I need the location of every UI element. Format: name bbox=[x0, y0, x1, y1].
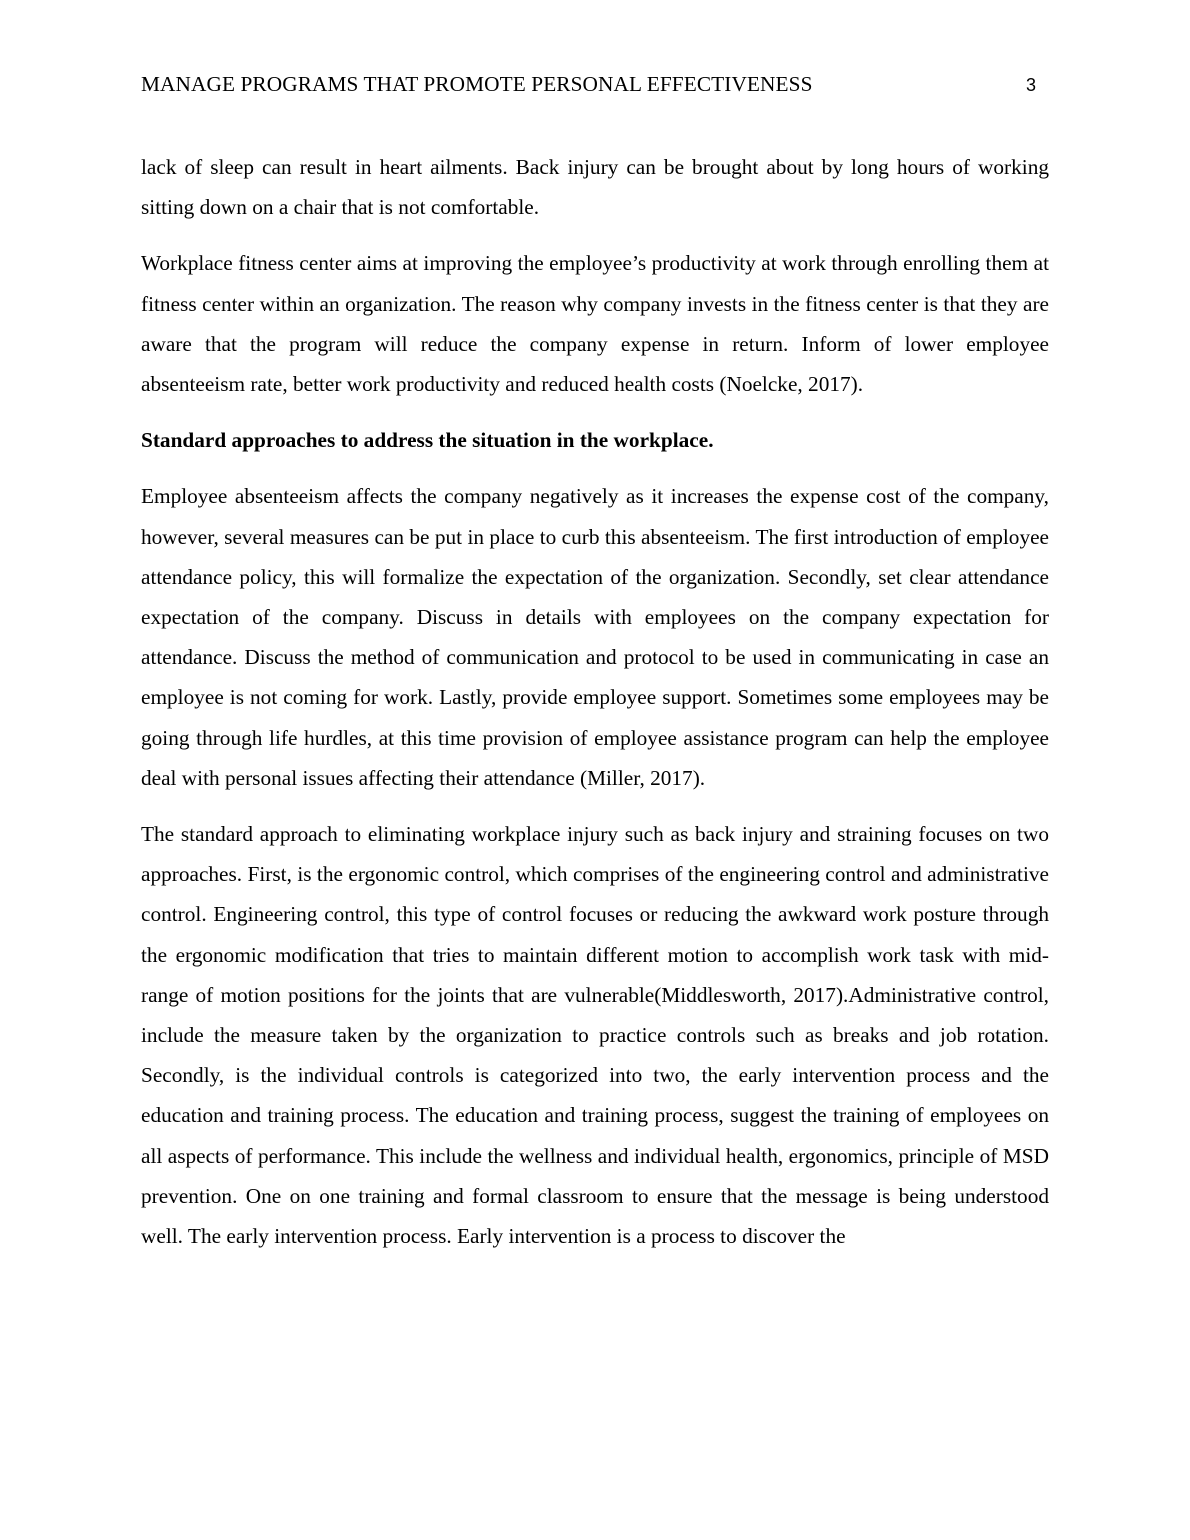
section-heading: Standard approaches to address the situation in the workplace. bbox=[141, 428, 714, 453]
page-number: 3 bbox=[1026, 75, 1037, 95]
paragraph: The standard approach to eliminating workplace injury such as back injury and straining focuses on two approaches. First, is the ergonomic control, which comprises of the engineering control and administrative control. Engineering control, this type of control focuses or reducing the awkward work posture through the ergonomic modification that tries to maintain different motion to accomplish work task with mid-range of motion positions for the joints that are vulnerable(Middlesworth, 2017).Administrative control, include the measure taken by the organization to practice controls such as breaks and job rotation. Secondly, is the individual controls is categorized into two, the early intervention process and the education and training process. The education and training process, suggest the training of employees on all aspects of performance. This include the wellness and individual health, ergonomics, principle of MSD prevention. One on one training and formal classroom to ensure that the message is being understood well. The early intervention process. Early intervention is a process to discover the bbox=[141, 822, 1049, 1249]
running-head: MANAGE PROGRAMS THAT PROMOTE PERSONAL EFFECTIVENESS bbox=[141, 72, 813, 96]
document-body bbox=[141, 147, 1049, 1272]
paragraph: Workplace fitness center aims at improving the employee’s productivity at work through enrolling them at fitness center within an organization. The reason why company invests in the fitness center is that they are aware that the program will reduce the company expense in return. Inform of lower employee absenteeism rate, better work productivity and reduced health costs (Noelcke, 2017). bbox=[141, 251, 1049, 397]
paragraph: Employee absenteeism affects the company negatively as it increases the expense cost of the company, however, several measures can be put in place to curb this absenteeism. The first introduction of employee attendance policy, this will formalize the expectation of the organization. Secondly, set clear attendance expectation of the company. Discuss in details with employees on the company expectation for attendance. Discuss the method of communication and protocol to be used in communicating in case an employee is not coming for work. Lastly, provide employee support. Sometimes some employees may be going through life hurdles, at this time provision of employee assistance program can help the employee deal with personal issues affecting their attendance (Miller, 2017). bbox=[141, 484, 1049, 790]
paragraph: lack of sleep can result in heart ailments. Back injury can be brought about by long hours of working sitting down on a chair that is not comfortable. bbox=[141, 155, 1049, 220]
